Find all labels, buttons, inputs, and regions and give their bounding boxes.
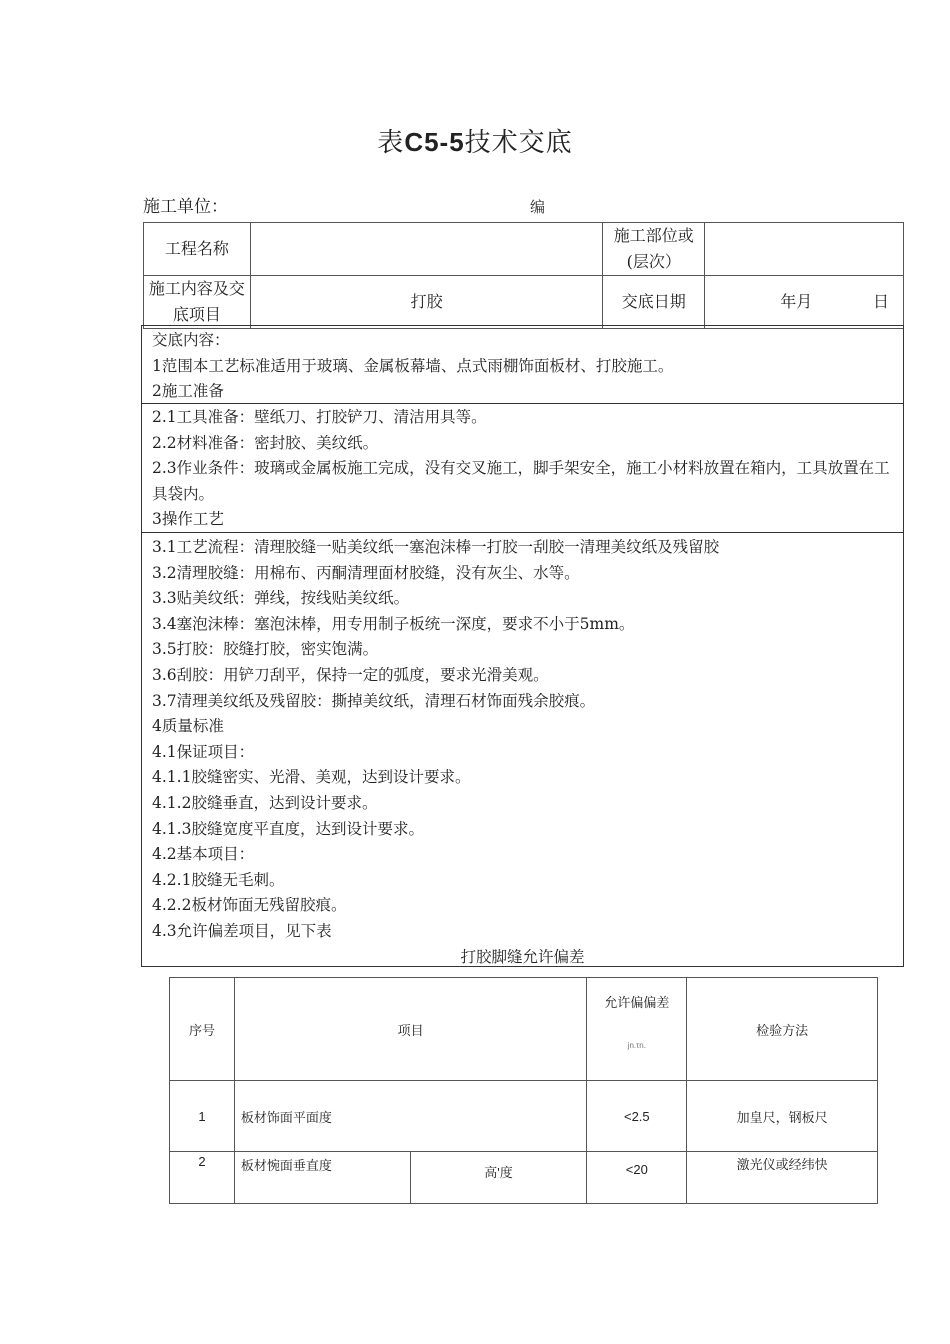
section-line: 1范围本工艺标准适用于玻璃、金属板幕墙、点式雨棚饰面板材、打胶施工。 <box>152 356 674 375</box>
row-sub: 高'度 <box>410 1152 587 1204</box>
section-line: 3.4塞泡沫棒：塞泡沫棒，用专用制子板统一深度，要求不小于5mm。 <box>152 614 635 633</box>
table-row <box>170 1152 878 1204</box>
section-line: 3.5打胶：胶缝打胶，密实饱满。 <box>152 640 379 659</box>
row-no: 2 <box>170 1152 235 1204</box>
content-label: 施工内容及交底项目 <box>144 276 251 329</box>
section-line: 2.2材料准备：密封胶、美纹纸。 <box>152 433 379 452</box>
section-line: 4.3允许偏差项目，见下表 <box>152 921 332 940</box>
tolerance-unit: jn.τn. <box>627 1041 646 1050</box>
section-line: 4.1.2胶缝垂直，达到设计要求。 <box>152 793 378 812</box>
section-process <box>141 532 904 967</box>
section-line: 2.3作业条件：玻璃或金属板施工完成，没有交叉施工，脚手架安全，施工小材料放置在箱内，工具放置在工具袋内。 <box>152 459 890 503</box>
section-line: 3操作工艺 <box>152 510 224 529</box>
project-name-label: 工程名称 <box>144 223 251 276</box>
date-value <box>705 276 904 329</box>
header-table <box>143 222 904 329</box>
section-line: 3.3贴美纹纸：弹线，按线贴美纹纸。 <box>152 589 410 608</box>
section-line: 3.6刮胶：用铲刀刮平，保持一定的弧度，要求光滑美观。 <box>152 665 549 684</box>
section-line: 4.1.3胶缝宽度平直度，达到设计要求。 <box>152 819 424 838</box>
row-no: 1 <box>170 1081 235 1152</box>
section-line: 3.7清理美纹纸及残留胶：撕掉美纹纸，清理石材饰面残余胶痕。 <box>152 691 596 710</box>
section-line: 4质量标准 <box>152 717 224 736</box>
section-line: 交底内容： <box>152 331 230 349</box>
row-tolerance: <2.5 <box>587 1081 687 1152</box>
construction-unit-label: 施工单位： <box>143 197 228 217</box>
date-label: 交底日期 <box>603 276 705 329</box>
col-header-no: 序号 <box>170 978 235 1081</box>
date-year-month: 年月 <box>780 292 813 311</box>
project-name-value <box>250 223 603 276</box>
date-day: 日 <box>872 292 889 311</box>
section-line: 3.1工艺流程：清理胶缝一贴美纹纸一塞泡沫棒一打胶一刮胶一清理美纹纸及残留胶 <box>152 538 720 556</box>
table-row <box>170 1081 878 1152</box>
tolerance-label: 允许偏偏差 <box>604 995 670 1010</box>
section-intro <box>141 325 904 404</box>
section-line: 2施工准备 <box>152 382 224 401</box>
section-line: 4.2基本项目： <box>152 845 255 864</box>
row-item: 板材饰面平面度 <box>234 1081 586 1152</box>
col-header-tolerance <box>587 978 687 1081</box>
section-line: 4.1.1胶缝密实、光滑、美观，达到设计要求。 <box>152 768 471 787</box>
location-value <box>705 223 904 276</box>
section-line: 4.1保证项目： <box>152 742 255 761</box>
section-preparation <box>141 403 904 533</box>
document-title: 表C5-5技术交底 <box>377 127 573 158</box>
content-value: 打胶 <box>250 276 603 329</box>
row-method: 激光仪或经纬快 <box>687 1152 878 1204</box>
deviation-caption: 打胶脚缝允许偏差 <box>460 947 585 966</box>
section-line: 3.2清理胶缝：用棉布、丙酮清理面材胶缝，没有灰尘、水等。 <box>152 563 580 582</box>
section-line: 4.2.2板材饰面无残留胶痕。 <box>152 896 347 915</box>
deviation-table <box>169 977 878 1204</box>
section-line: 2.1工具准备：壁纸刀、打胶铲刀、清洁用具等。 <box>152 408 487 426</box>
bian-char: 编 <box>530 198 546 216</box>
row-method: 加皇尺，钢板尺 <box>687 1081 878 1152</box>
location-label: 施工部位或(层次） <box>603 223 705 276</box>
row-tolerance: <20 <box>587 1152 687 1204</box>
col-header-item: 项目 <box>234 978 586 1081</box>
col-header-method: 检验方法 <box>687 978 878 1081</box>
row-item: 板材惋面垂直度 <box>234 1152 410 1204</box>
section-line: 4.2.1胶缝无毛刺。 <box>152 870 285 889</box>
